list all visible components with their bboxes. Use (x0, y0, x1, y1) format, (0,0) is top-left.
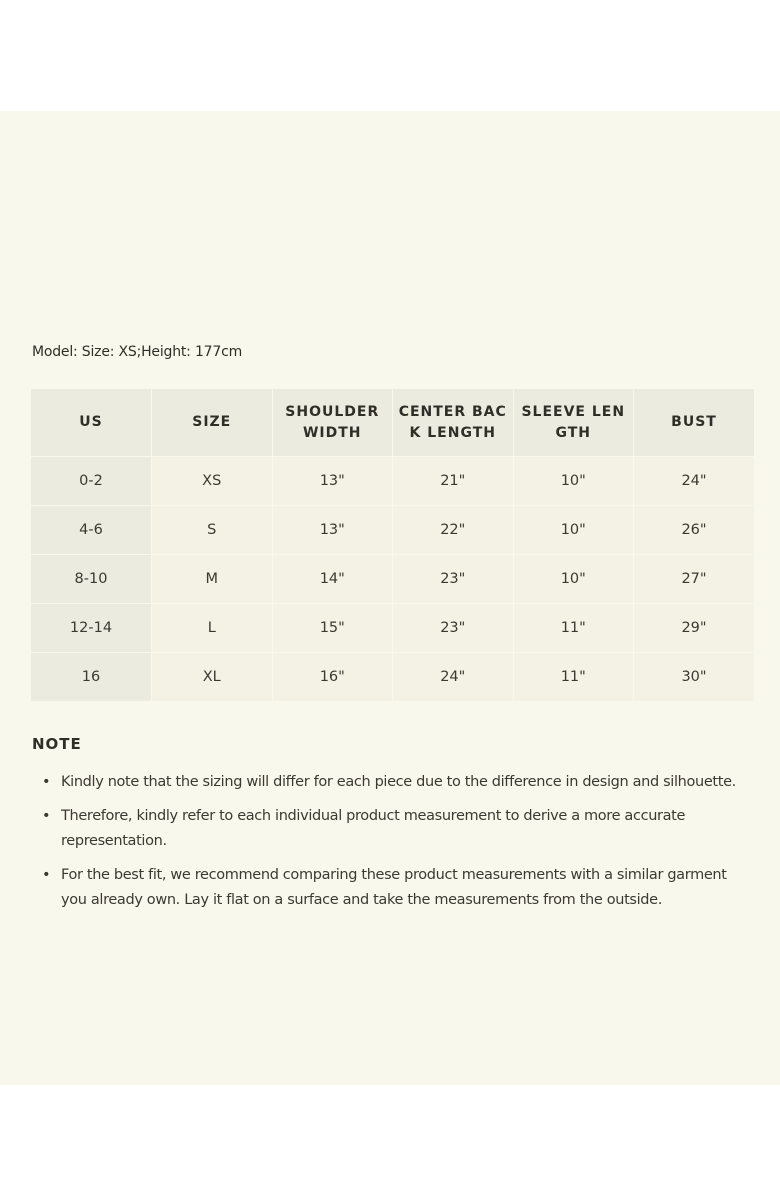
bullet-icon: • (42, 867, 51, 883)
header-sleeve-length: SLEEVE LENGTH (513, 389, 634, 457)
bullet-icon: • (42, 774, 51, 790)
cell-size: M (152, 555, 273, 604)
cell-shoulder-width: 14" (272, 555, 393, 604)
bullet-icon: • (42, 808, 51, 824)
model-info: Model: Size: XS;Height: 177cm (32, 344, 243, 360)
cell-shoulder-width: 13" (272, 457, 393, 506)
cell-size: XL (152, 653, 273, 702)
cell-center-back-length: 22" (393, 506, 514, 555)
table-row (31, 555, 754, 604)
table-row (31, 457, 754, 506)
size-chart-table (31, 389, 754, 702)
cell-us: 0-2 (31, 457, 152, 506)
cell-us: 4-6 (31, 506, 152, 555)
cell-us: 12-14 (31, 604, 152, 653)
cell-sleeve-length: 10" (513, 457, 634, 506)
table-row (31, 653, 754, 702)
cell-sleeve-length: 10" (513, 506, 634, 555)
cell-sleeve-length: 10" (513, 555, 634, 604)
table-row (31, 604, 754, 653)
note-text: Therefore, kindly refer to each individual product measurement to derive a more accurate representation. (61, 808, 686, 849)
cell-sleeve-length: 11" (513, 604, 634, 653)
header-shoulder-width: SHOULDER WIDTH (272, 389, 393, 457)
cell-size: S (152, 506, 273, 555)
cell-bust: 24" (634, 457, 755, 506)
list-item (32, 863, 752, 913)
cell-bust: 27" (634, 555, 755, 604)
cell-bust: 26" (634, 506, 755, 555)
cell-center-back-length: 21" (393, 457, 514, 506)
cell-center-back-length: 23" (393, 555, 514, 604)
note-text: Kindly note that the sizing will differ for each piece due to the difference in design and silhouette. (61, 774, 736, 790)
table-header-row (31, 389, 754, 457)
cell-bust: 29" (634, 604, 755, 653)
list-item (32, 804, 752, 854)
cell-shoulder-width: 16" (272, 653, 393, 702)
cell-us: 16 (31, 653, 152, 702)
list-item (32, 770, 752, 795)
header-bust: BUST (634, 389, 755, 457)
header-us: US (31, 389, 152, 457)
cell-center-back-length: 24" (393, 653, 514, 702)
header-center-back-length: CENTER BACK LENGTH (393, 389, 514, 457)
note-list (32, 770, 752, 922)
cell-size: XS (152, 457, 273, 506)
header-size: SIZE (152, 389, 273, 457)
note-text: For the best fit, we recommend comparing these product measurements with a similar garment you already own. Lay it flat on a surface and take the measurements from the outside. (61, 867, 727, 908)
cell-size: L (152, 604, 273, 653)
cell-center-back-length: 23" (393, 604, 514, 653)
note-heading: NOTE (32, 735, 82, 753)
table-row (31, 506, 754, 555)
cell-bust: 30" (634, 653, 755, 702)
cell-us: 8-10 (31, 555, 152, 604)
cell-sleeve-length: 11" (513, 653, 634, 702)
cell-shoulder-width: 15" (272, 604, 393, 653)
cell-shoulder-width: 13" (272, 506, 393, 555)
